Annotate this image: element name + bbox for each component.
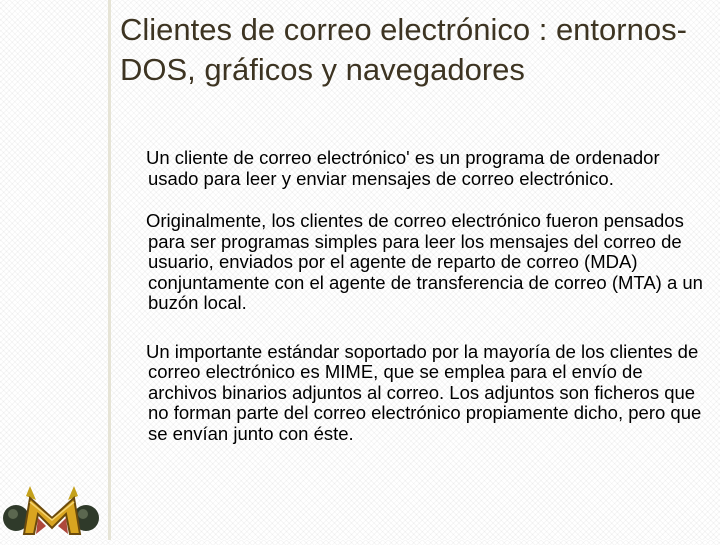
left-decorative-rule [108,0,111,540]
wizard-m-logo-icon [0,478,104,540]
paragraph-mime: Un importante estándar soportado por la mayoría de los clientes de correo electrónico es MIME, que se emplea para el envío de archivos binarios adjuntos al correo. Los adjuntos son ficheros que no forman parte del correo electrónico propiamente dicho, pero que se envían junto con éste. [146,340,702,444]
paragraph-definition: Un cliente de correo electrónico' es un programa de ordenador usado para leer y enviar mensajes de correo electrónico. [146,147,660,189]
paragraph-origin: Originalmente, los clientes de correo electrónico fueron pensados para ser programas simples para leer los mensajes del correo de usuario, enviados por el agente de reparto de correo (MDA) conjuntamente con el agente de transferencia de correo (MTA) a un buzón local. [146,210,703,313]
slide-body [130,148,715,466]
slide-title: Clientes de correo electrónico : entornos-DOS, gráficos y navegadores [120,12,687,87]
